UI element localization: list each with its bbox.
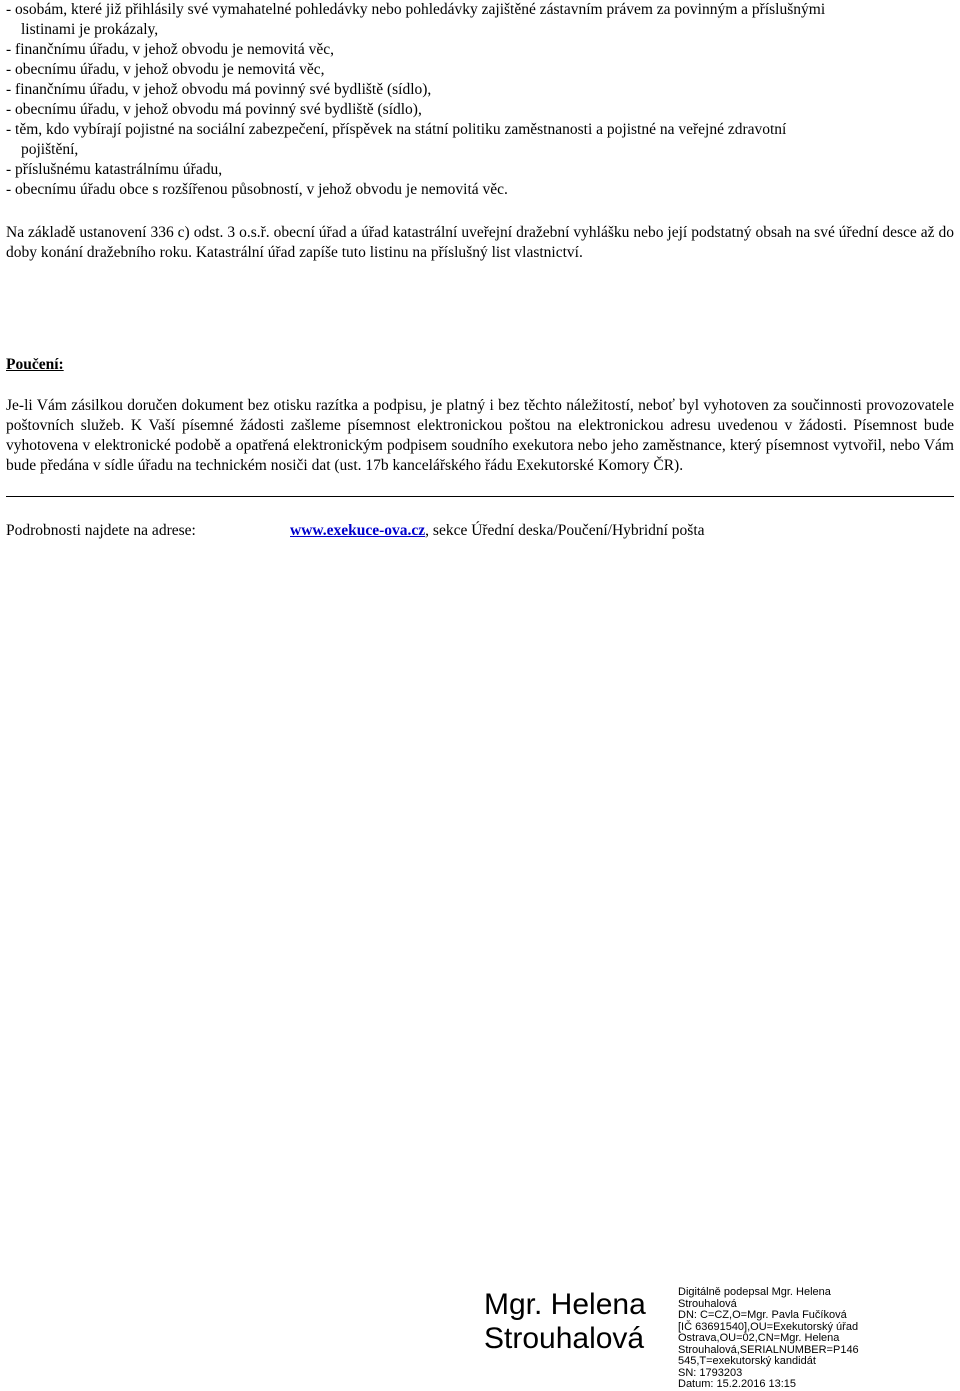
list-item: - těm, kdo vybírají pojistné na sociální zabezpečení, příspěvek na státní politiku zaměstnanosti a pojistné na veřejné zdravotní (6, 121, 787, 138)
list-item: - finančnímu úřadu, v jehož obvodu je nemovitá věc, (6, 41, 334, 58)
details-suffix: , sekce Úřední deska/Poučení/Hybridní pošta (425, 522, 705, 539)
list-item: pojištění, (21, 141, 79, 158)
signature-detail-line: Datum: 15.2.2016 13:15 (678, 1378, 797, 1390)
signature-detail-line: Digitálně podepsal Mgr. Helena (678, 1286, 831, 1298)
signature-detail-line: [IČ 63691540],OU=Exekutorský úřad (678, 1320, 859, 1333)
list-item: - příslušnému katastrálnímu úřadu, (6, 161, 223, 178)
horizontal-divider (6, 496, 954, 497)
list-item: - finančnímu úřadu, v jehož obvodu má povinný své bydliště (sídlo), (6, 81, 432, 98)
details-label: Podrobnosti najdete na adrese: (6, 522, 196, 539)
signature-detail-line: Strouhalová,SERIALNUMBER=P146 (678, 1343, 859, 1356)
list-item: - obecnímu úřadu, v jehož obvodu má povinný své bydliště (sídlo), (6, 101, 422, 118)
list-item: listinami je prokázaly, (21, 21, 159, 38)
signature-detail-line: Ostrava,OU=02,CN=Mgr. Helena (678, 1332, 840, 1344)
signature-detail-line: SN: 1793203 (678, 1366, 743, 1379)
instruction-paragraph: Je-li Vám zásilkou doručen dokument bez otisku razítka a podpisu, je platný i bez těchto náležitostí, neboť byl vyhotoven za součinnosti provozovatele poštovních služeb. K Vaší písemné žádosti zašleme písemnost elektronickou poštou na elektronickou adresu uvedenou v žádosti. Písemnost bude vyhotovena v elektronické podobě a opatřená elektronickým podpisem soudního exekutora nebo jeho zaměstnance, který písemnost vytvořil, nebo Vám bude předána v sídle úřadu na technickém nosiči dat (ust. 17b kancelářského řádu Exekutorské Komory ČR). (6, 397, 954, 474)
signature-details (678, 1287, 878, 1391)
signature-name-line: Strouhalová (484, 1322, 645, 1355)
recipient-list (6, 0, 956, 200)
signature-detail-line: 545,T=exekutorský kandidát (678, 1355, 816, 1367)
details-line (6, 521, 954, 541)
signature-detail-line: DN: C=CZ,O=Mgr. Pavla Fučíková (678, 1309, 847, 1321)
list-item: - obecnímu úřadu obce s rozšířenou působností, v jehož obvodu je nemovitá věc. (6, 181, 508, 198)
section-heading: Poučení: (6, 356, 64, 373)
list-item: - obecnímu úřadu, v jehož obvodu je nemovitá věc, (6, 61, 325, 78)
signature-detail-line: Strouhalová (678, 1297, 737, 1310)
website-link[interactable]: www.exekuce-ova.cz (290, 522, 426, 539)
signature-name-line: Mgr. Helena (484, 1288, 646, 1321)
list-item: - osobám, které již přihlásily své vymahatelné pohledávky nebo pohledávky zajištěné zástavním právem za povinným a příslušnými (6, 1, 826, 18)
signature-name (484, 1288, 646, 1356)
legal-basis-paragraph: Na základě ustanovení 336 c) odst. 3 o.s.ř. obecní úřad a úřad katastrální uveřejní dražební vyhlášku nebo její podstatný obsah na své úřední desce až do doby konání dražebního roku. Katastrální úřad zapíše tuto listinu na příslušný list vlastnictví. (6, 224, 954, 261)
